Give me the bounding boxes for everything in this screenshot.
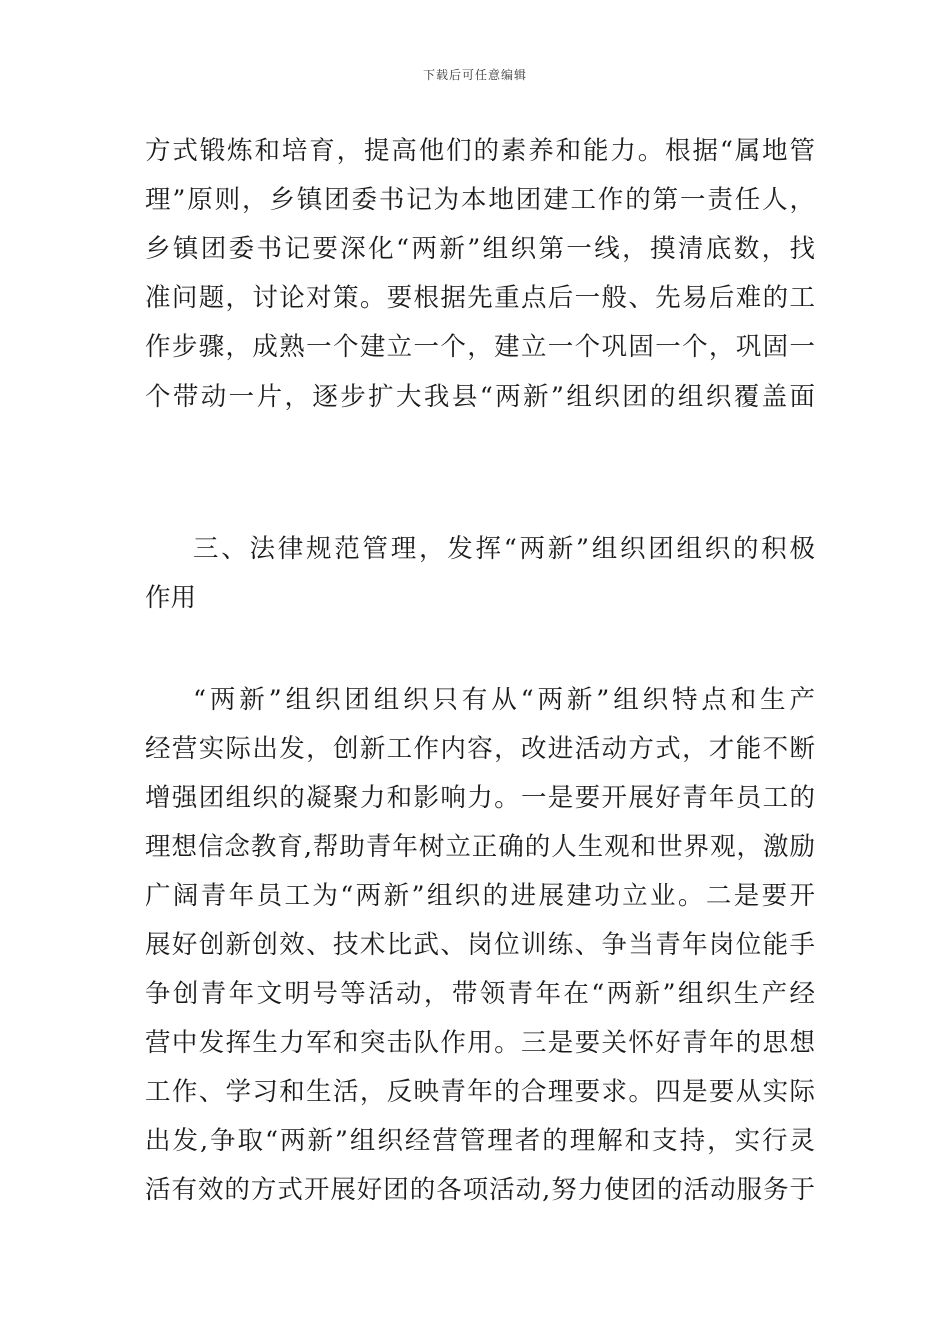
- paragraph-line: 个带动一片，逐步扩大我县“两新”组织团的组织覆盖面: [145, 382, 815, 412]
- section-heading-line: 三、法律规范管理，发挥“两新”组织团组织的积极: [193, 534, 815, 564]
- paragraph-line: 乡镇团委书记要深化“两新”组织第一线，摸清底数，找: [145, 234, 815, 264]
- paragraph-line: 经营实际出发，创新工作内容，改进活动方式，才能不断: [145, 734, 815, 764]
- paragraph-line: 作步骤，成熟一个建立一个，建立一个巩固一个，巩固一: [145, 332, 815, 362]
- paragraph-line: “两新”组织团组织只有从“两新”组织特点和生产: [193, 685, 815, 715]
- paragraph-line: 争创青年文明号等活动，带领青年在“两新”组织生产经: [145, 979, 815, 1009]
- paragraph-line: 增强团组织的凝聚力和影响力。一是要开展好青年员工的: [145, 783, 815, 813]
- paragraph-line: 理想信念教育,帮助青年树立正确的人生观和世界观，激励: [145, 832, 815, 862]
- paragraph-line: 理”原则，乡镇团委书记为本地团建工作的第一责任人，: [145, 185, 815, 215]
- paragraph-line: 广阔青年员工为“两新”组织的进展建功立业。二是要开: [145, 881, 815, 911]
- paragraph-line: 展好创新创效、技术比武、岗位训练、争当青年岗位能手: [145, 930, 815, 960]
- paragraph-line: 工作、学习和生活，反映青年的合理要求。四是要从实际: [145, 1077, 815, 1107]
- section-heading-line: 作用: [145, 583, 197, 613]
- header-note: 下载后可任意编辑: [422, 68, 527, 82]
- paragraph-line: 活有效的方式开展好团的各项活动,努力使团的活动服务于: [145, 1175, 815, 1205]
- paragraph-line: 营中发挥生力军和突击队作用。三是要关怀好青年的思想: [145, 1028, 815, 1058]
- paragraph-line: 出发,争取“两新”组织经营管理者的理解和支持，实行灵: [145, 1126, 815, 1156]
- paragraph-line: 准问题，讨论对策。要根据先重点后一般、先易后难的工: [145, 283, 815, 313]
- paragraph-line: 方式锻炼和培育，提高他们的素养和能力。根据“属地管: [145, 136, 815, 166]
